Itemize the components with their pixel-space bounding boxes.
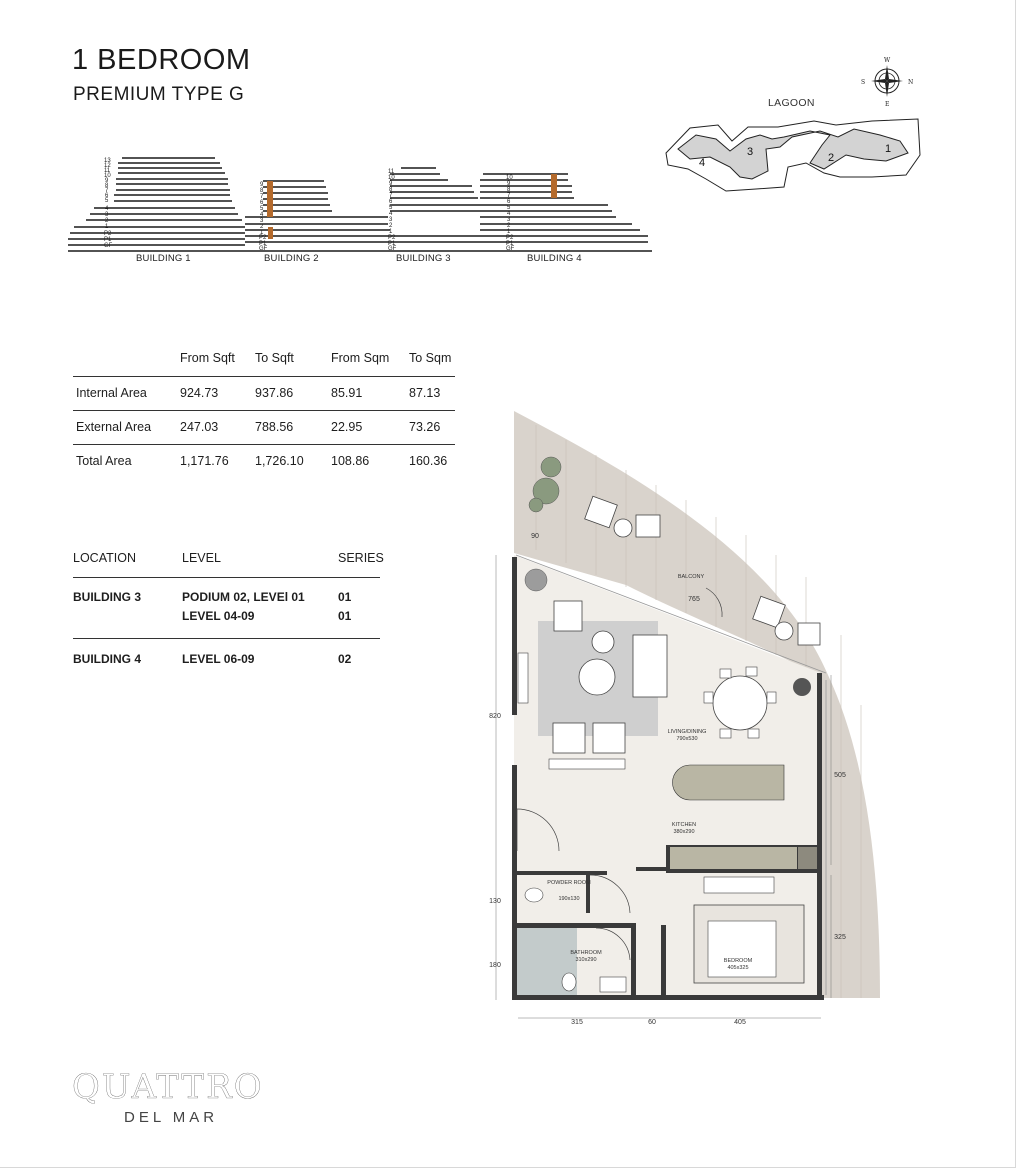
cell-from-sqm: 85.91: [331, 386, 363, 400]
compass-e: E: [885, 101, 890, 108]
media-unit: [549, 759, 625, 769]
svg-text:2: 2: [507, 223, 511, 229]
cell-from-sqft: 924.73: [180, 386, 219, 400]
svg-text:3: 3: [507, 217, 511, 223]
table-row: [73, 444, 455, 478]
cell-to-sqm: 87.13: [409, 386, 441, 400]
location-cell: BUILDING 4: [73, 652, 142, 666]
header-from-sqm: From Sqm: [331, 351, 390, 366]
site-building-3: 3: [747, 146, 754, 158]
site-map: [660, 115, 925, 195]
svg-text:4: 4: [507, 211, 511, 217]
balcony-label: BALCONY: [677, 574, 705, 580]
table-row: [73, 376, 455, 410]
svg-text:6: 6: [507, 199, 511, 205]
row-label: Internal Area: [76, 386, 147, 400]
series-cell: 02: [338, 652, 352, 666]
dim-765: 765: [688, 596, 700, 603]
unit-subtype-title: PREMIUM TYPE G: [73, 84, 245, 105]
svg-text:P1: P1: [259, 241, 267, 247]
dim-60: 60: [648, 1019, 656, 1026]
cell-to-sqft: 937.86: [255, 386, 294, 400]
svg-text:1: 1: [507, 229, 511, 235]
kitchen-counter: [670, 847, 797, 869]
svg-text:3: 3: [260, 218, 264, 224]
powder-east-wall: [586, 871, 590, 913]
svg-text:5: 5: [105, 198, 109, 204]
cell-from-sqm: 108.86: [331, 454, 370, 469]
kitchen-island: [673, 765, 785, 800]
site-building-4: 4: [699, 157, 706, 169]
svg-text:1: 1: [105, 224, 109, 230]
table-row: [73, 410, 455, 444]
dim-315: 315: [571, 1019, 583, 1026]
bath-east-wall: [631, 923, 636, 995]
svg-text:11: 11: [388, 169, 395, 175]
svg-text:3: 3: [105, 212, 109, 218]
cell-to-sqm: 73.26: [409, 420, 441, 434]
svg-text:6: 6: [260, 200, 264, 206]
area-table: [73, 344, 455, 478]
location-cell: BUILDING 3: [73, 590, 142, 604]
fridge: [798, 847, 817, 869]
dining-table: [713, 676, 767, 730]
bath-top-wall: [517, 923, 635, 928]
svg-text:12: 12: [104, 163, 111, 169]
level-cell: PODIUM 02, LEVEl 01: [182, 590, 305, 604]
svg-text:GF: GF: [388, 246, 397, 252]
quattro-del-mar-logo: [72, 1067, 264, 1126]
compass-s: S: [861, 79, 866, 86]
svg-text:11: 11: [104, 168, 111, 174]
floor-plan: [476, 405, 896, 1030]
svg-text:P2: P2: [388, 235, 396, 241]
svg-text:P1: P1: [506, 241, 514, 247]
svg-text:9: 9: [105, 178, 109, 184]
svg-text:P2: P2: [259, 235, 267, 241]
svg-text:5: 5: [389, 205, 393, 211]
location-divider: [73, 638, 380, 639]
row-label: Total Area: [76, 454, 132, 469]
svg-text:GF: GF: [506, 246, 515, 252]
svg-text:7: 7: [260, 194, 264, 200]
svg-text:7: 7: [105, 188, 109, 194]
svg-text:P1: P1: [104, 237, 112, 243]
compass-w: W: [884, 57, 891, 64]
svg-text:4: 4: [260, 212, 264, 218]
series-cell: 01: [338, 590, 352, 604]
unit-type-title: 1 BEDROOM: [72, 44, 251, 76]
coffee-table: [579, 659, 615, 695]
svg-text:10: 10: [506, 175, 513, 181]
site-building-1: 1: [885, 143, 892, 155]
level-cell: LEVEL 06-09: [182, 652, 255, 666]
building-stack-diagram: [60, 150, 660, 254]
svg-text:2: 2: [260, 224, 264, 230]
svg-text:1: 1: [260, 230, 264, 236]
cell-to-sqft: 788.56: [255, 420, 294, 434]
svg-text:8: 8: [260, 188, 264, 194]
cell-from-sqft: 1,171.76: [180, 454, 229, 469]
south-wall: [512, 995, 824, 1000]
compass-n: N: [908, 79, 914, 86]
svg-text:P1: P1: [388, 241, 396, 247]
living-dim: 790x530: [676, 736, 698, 742]
building-2-label: BUILDING 2: [264, 253, 319, 264]
building-4-label: BUILDING 4: [527, 253, 582, 264]
dim-820: 820: [489, 713, 501, 720]
svg-text:4: 4: [389, 211, 393, 217]
svg-text:4: 4: [105, 206, 109, 212]
dim-505: 505: [834, 772, 846, 779]
armchair: [593, 723, 625, 753]
location-table-header: [73, 551, 384, 578]
kitchen-label: KITCHEN: [671, 822, 697, 828]
bathroom-dim: 310x290: [575, 957, 597, 963]
powder-top-wall: [517, 871, 607, 875]
dim-90: 90: [531, 533, 539, 540]
header-series: SERIES: [338, 551, 384, 565]
compass-icon: [858, 54, 918, 110]
svg-text:7: 7: [507, 193, 511, 199]
svg-text:2: 2: [105, 218, 109, 224]
dim-325: 325: [834, 934, 846, 941]
building-1-label: BUILDING 1: [136, 253, 191, 264]
sofa: [633, 635, 667, 697]
svg-text:6: 6: [389, 199, 393, 205]
dim-180: 180: [489, 962, 501, 969]
powder-dim: 190x130: [558, 896, 580, 902]
svg-text:8: 8: [389, 187, 393, 193]
svg-text:6: 6: [105, 193, 109, 199]
kitchen-dim: 380x290: [673, 829, 695, 835]
svg-text:GF: GF: [104, 243, 113, 249]
svg-text:1: 1: [389, 229, 393, 235]
cell-from-sqm: 22.95: [331, 420, 363, 434]
header-blank: [73, 344, 177, 376]
svg-text:13: 13: [104, 158, 111, 164]
living-label: LIVING/DINING: [667, 729, 707, 735]
row-label: External Area: [76, 420, 152, 434]
powder-label: POWDER ROOM: [547, 880, 591, 886]
header-to-sqm: To Sqm: [409, 351, 452, 366]
svg-text:8: 8: [507, 187, 511, 193]
svg-text:3: 3: [389, 217, 393, 223]
header-location: LOCATION: [73, 551, 136, 565]
svg-text:10: 10: [388, 175, 395, 181]
svg-text:2: 2: [389, 223, 393, 229]
armchair: [553, 723, 585, 753]
pendant-lamp: [793, 678, 811, 696]
wardrobe-wall: [661, 925, 666, 995]
header-from-sqft: From Sqft: [180, 351, 235, 366]
east-wall: [817, 673, 822, 1000]
header-to-sqft: To Sqft: [255, 351, 294, 366]
site-building-2: 2: [828, 152, 835, 164]
bedroom-dim: 405x325: [727, 965, 749, 971]
logo-wordmark: QUATTRO: [72, 1067, 264, 1107]
bedroom-label: BEDROOM: [723, 958, 753, 964]
svg-text:P2: P2: [506, 235, 514, 241]
cell-to-sqm: 160.36: [409, 454, 448, 469]
west-wall-lower: [512, 765, 517, 1000]
svg-text:GF: GF: [259, 246, 268, 252]
cell-to-sqft: 1,726.10: [255, 454, 304, 469]
svg-text:7: 7: [389, 193, 393, 199]
lagoon-label: LAGOON: [768, 97, 815, 109]
svg-text:5: 5: [260, 206, 264, 212]
svg-text:9: 9: [389, 181, 393, 187]
cell-from-sqft: 247.03: [180, 420, 219, 434]
logo-subline: DEL MAR: [124, 1109, 219, 1126]
side-table: [592, 631, 614, 653]
header-level: LEVEL: [182, 551, 221, 565]
building-3-label: BUILDING 3: [396, 253, 451, 264]
area-table-header: [73, 344, 455, 376]
level-cell: LEVEL 04-09: [182, 609, 255, 623]
armchair: [554, 601, 582, 631]
svg-text:P2: P2: [104, 231, 112, 237]
svg-text:8: 8: [105, 183, 109, 189]
dim-405: 405: [734, 1019, 746, 1026]
svg-text:9: 9: [260, 182, 264, 188]
svg-text:9: 9: [507, 181, 511, 187]
west-wall: [512, 557, 517, 715]
series-cell: 01: [338, 609, 352, 623]
svg-text:5: 5: [507, 205, 511, 211]
svg-text:10: 10: [104, 173, 111, 179]
bathroom-label: BATHROOM: [570, 950, 602, 956]
dim-130: 130: [489, 898, 501, 905]
